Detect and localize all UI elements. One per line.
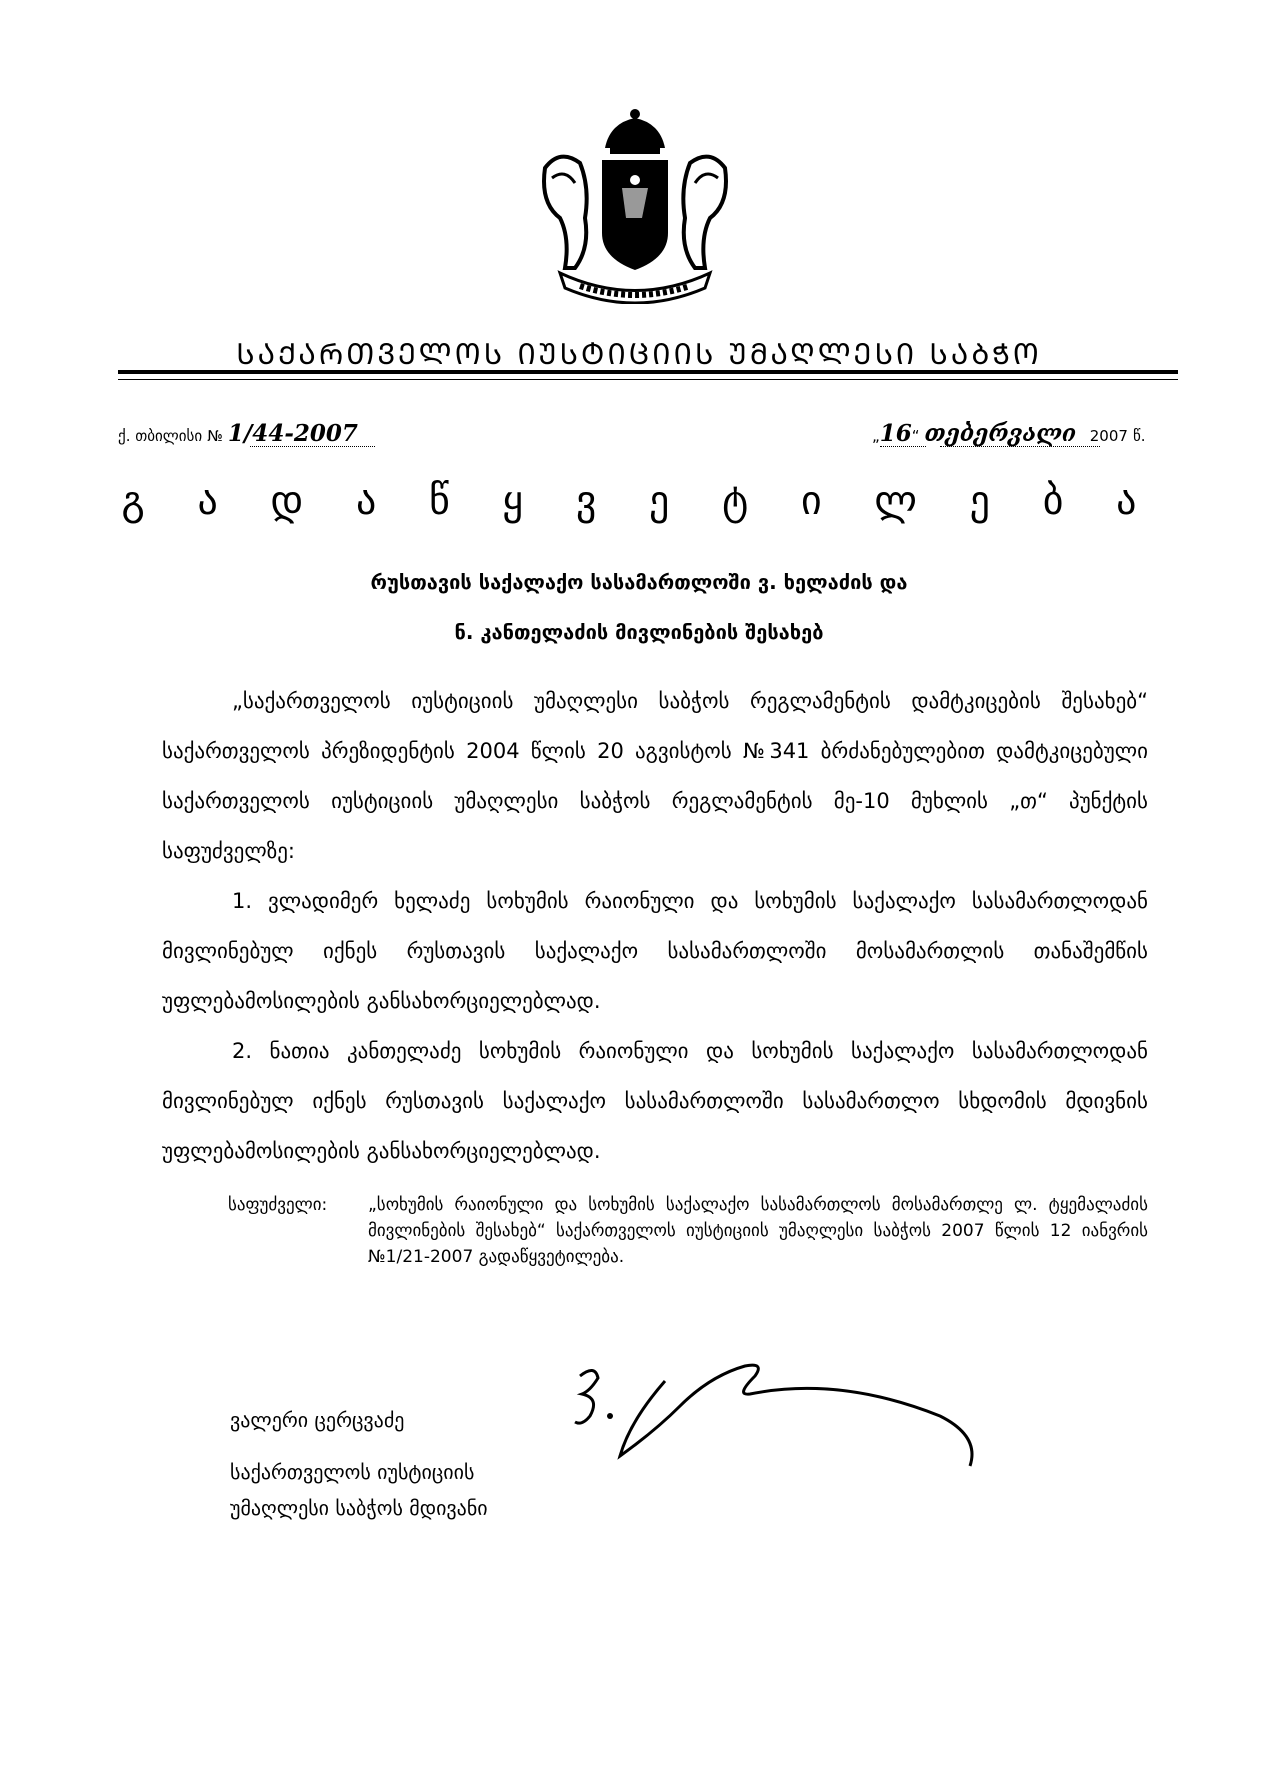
coat-of-arms-emblem (530, 108, 740, 304)
number-underline (250, 446, 375, 447)
place-number-line (118, 420, 358, 447)
place-label: ქ. თბილისი (118, 427, 203, 445)
decision-item-1: 1. ვლადიმერ ხელაძე სოხუმის რაიონული და სოხუმის საქალაქო სასამართლოდან მივლინებულ იქნეს რუსთავის საქალაქო სასამართლოში მოსამართლის თანაშემწის უფლებამოსილების განსახორციელებლად. (162, 889, 1148, 1013)
basis-label: საფუძველი: (228, 1195, 328, 1215)
decision-number: 1/44-2007 (227, 420, 358, 447)
decision-item-2: 2. ნათია კანთელაძე სოხუმის რაიონული და სოხუმის საქალაქო სასამართლოდან მივლინებულ იქნეს რუსთავის საქალაქო სასამართლოში სასამართლო სხდომის მდივნის უფლებამოსილების განსახორციელებლად. (162, 1039, 1148, 1163)
handwritten-signature (560, 1336, 1100, 1476)
subject-line-2: ნ. კანთელაძის მივლინების შესახებ (454, 620, 824, 644)
signatory-name: ვალერი ცერცვაძე (230, 1408, 405, 1432)
header-rule-thick (118, 370, 1178, 374)
basis-text: „სოხუმის რაიონული და სოხუმის საქალაქო სასამართლოს მოსამართლე ლ. ტყემალაძის მივლინების შესახებ“ საქართველოს იუსტიციის უმაღლესი საბჭოს 2007 წლის 12 იანვრის №1/21-2007 გადაწყვეტილება. (368, 1195, 1148, 1267)
header-rule-thin (118, 379, 1178, 380)
date-month: თებერვალი (924, 420, 1077, 447)
document-title: გ ა დ ა წ ყ ვ ე ტ ი ლ ე ბ ა (121, 478, 1157, 524)
number-label: № (207, 427, 223, 445)
subject-line-1: რუსთავის საქალაქო სასამართლოში ვ. ხელაძის და (370, 570, 908, 594)
date-day-underline (880, 446, 926, 447)
signatory-position-line-1: საქართველოს იუსტიციის (230, 1460, 475, 1484)
date-month-underline (940, 446, 1100, 447)
signatory-position-line-2: უმაღლესი საბჭოს მდივანი (230, 1496, 488, 1520)
date-year: 2007 (1089, 427, 1128, 445)
council-name-heading: ᲡᲐᲥᲐᲠᲗᲕᲔᲚᲝᲡ ᲘᲣᲡᲢᲘᲪᲘᲘᲡ ᲣᲛᲐᲦᲚᲔᲡᲘ ᲡᲐᲑᲭᲝ (236, 337, 1042, 371)
intro-paragraph: „საქართველოს იუსტიციის უმაღლესი საბჭოს რეგლამენტის დამტკიცების შესახებ“ საქართველოს პრეზიდენტის 2004 წლის 20 აგვისტოს №341 ბრძანებულებით დამტკიცებული საქართველოს იუსტიციის უმაღლესი საბჭოს რეგლამენტის მე-10 მუხლის „თ“ პუნქტის საფუძველზე: (162, 689, 1148, 863)
date-day: 16 (879, 420, 912, 447)
date-suffix: წ. (1133, 427, 1146, 445)
date-line: „16“ თებერვალი 2007 წ. (872, 420, 1146, 447)
